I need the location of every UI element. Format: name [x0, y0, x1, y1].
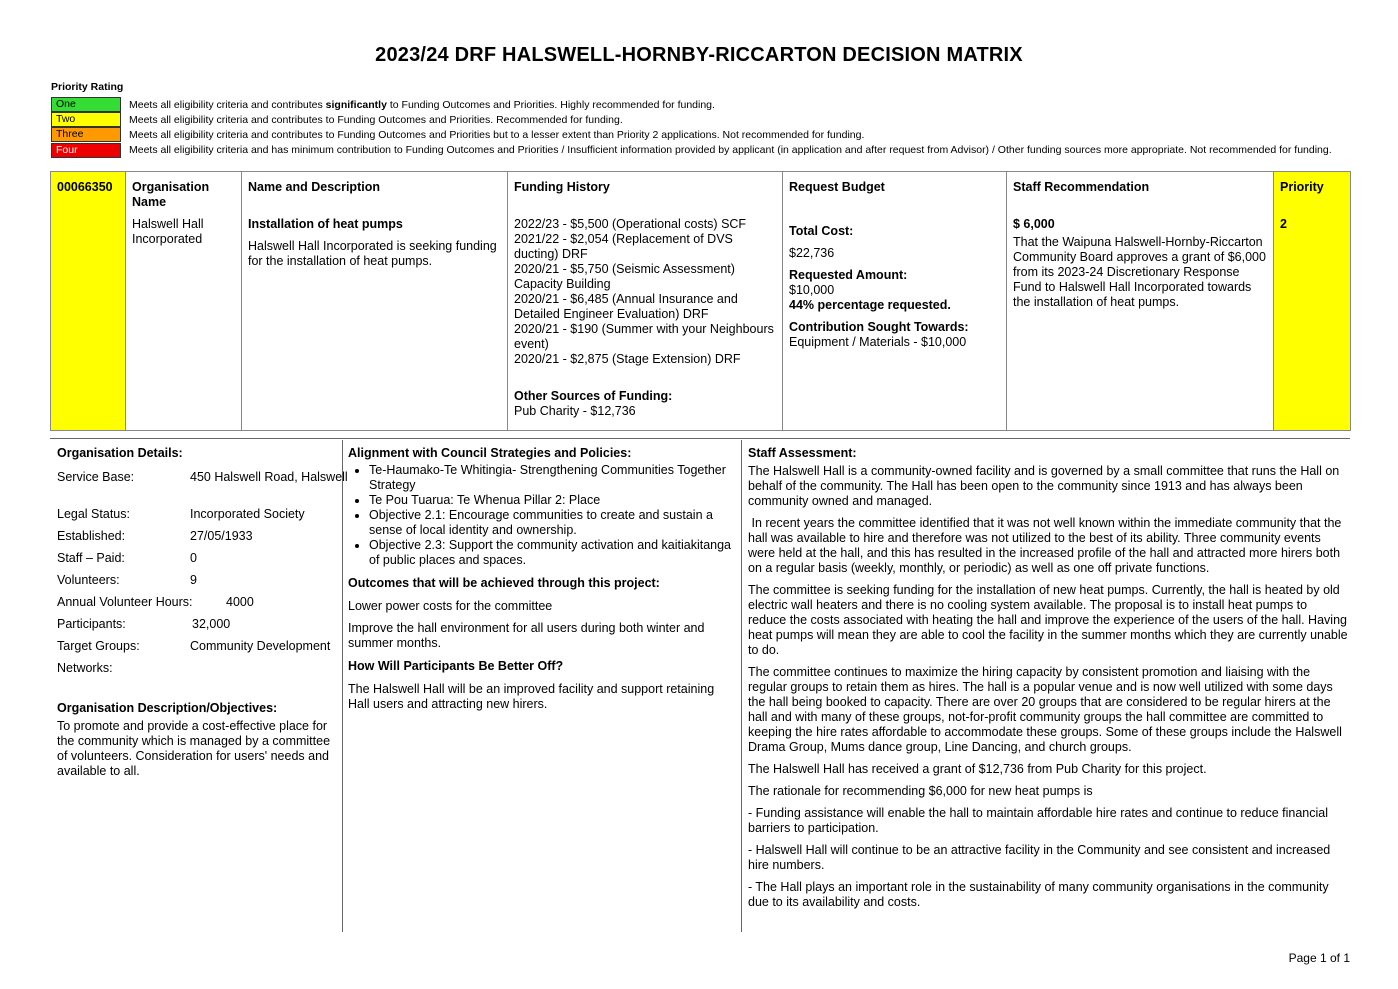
contribution-value: Equipment / Materials - $10,000	[789, 335, 967, 349]
funding-history-cell	[508, 172, 783, 431]
column-divider-left	[342, 440, 343, 932]
volunteers-label: Volunteers:	[57, 573, 120, 587]
name-desc-cell	[242, 172, 508, 431]
application-id: 00066350	[57, 180, 113, 194]
page-title: 2023/24 DRF HALSWELL-HORNBY-RICCARTON DECISION MATRIX	[375, 44, 1023, 66]
legend-swatch-three: Three	[51, 127, 121, 142]
project-title: Installation of heat pumps	[248, 217, 403, 231]
assessment-paragraph: In recent years the committee identified that it was not well known within the immediate community that the hall was available to hire and therefore was not utilized to the best of its ability. Three community events were held at the hall, and this has resulted in the increased profile of the hall and attracted more hirers both on a regular basis (weekly, monthly, or periodic) as well as one off private functions.	[748, 516, 1345, 575]
better-off-heading: How Will Participants Be Better Off?	[348, 659, 564, 673]
staff-assessment-heading: Staff Assessment:	[748, 446, 857, 460]
funding-history-item: 2020/21 - $2,875 (Stage Extension) DRF	[514, 352, 741, 366]
assessment-paragraph: The Halswell Hall is a community-owned facility and is governed by a small committee that runs the Hall on behalf of the community. The Hall has been open to the community since 1913 and has always been community owned and managed.	[748, 464, 1340, 508]
org-name-header: Organisation Name	[132, 180, 210, 209]
volunteers-row	[57, 573, 342, 588]
assessment-paragraph: The committee continues to maximize the hiring capacity by consistent promotion and liaising with the regular groups to retain them as hires. The hall is a popular venue and is now well utilized with some days the hall being booked to capacity. There are over 20 groups that are considered to be regular hirers at the hall and with many of these groups, not-for-profit community groups the hall committee are committed to keeping the hire rates affordable to accommodate these groups. Some of these groups include the Halswell Drama Group, Mums dance group, Line Dancing, and church groups.	[748, 665, 1342, 754]
other-sources-value: Pub Charity - $12,736	[514, 404, 636, 418]
recommended-amount: $ 6,000	[1013, 217, 1055, 231]
established-label: Established:	[57, 529, 126, 543]
request-budget-header: Request Budget	[789, 180, 885, 194]
assessment-paragraph: The rationale for recommending $6,000 for new heat pumps is	[748, 784, 1093, 798]
staff-recommendation-header: Staff Recommendation	[1013, 180, 1150, 194]
networks-row	[57, 661, 342, 676]
percentage-requested: 44% percentage requested.	[789, 298, 951, 312]
outcomes-heading: Outcomes that will be achieved through this project:	[348, 576, 660, 590]
legend-desc-three: Meets all eligibility criteria and contributes to Funding Outcomes and Priorities but to a lesser extent than Priority 2 applications. Not recommended for funding.	[129, 128, 865, 141]
volunteers-value: 9	[190, 573, 197, 587]
legend-desc-four: Meets all eligibility criteria and has minimum contribution to Funding Outcomes and Priorities / Insufficient information provided by applicant (in application and after request from Advisor) / Other funding sources more appropriate. Not recommended for funding.	[129, 144, 1332, 157]
strategy-item: • Te-Haumako-Te Whitingia- Strengthening Communities Together Strategy	[369, 463, 733, 493]
established-row	[57, 529, 342, 544]
total-cost-value: $22,736	[789, 246, 835, 260]
assessment-paragraph: - The Hall plays an important role in the sustainability of many community organisations in the community due to its availability and costs.	[748, 880, 1329, 909]
summary-table	[50, 171, 1351, 431]
funding-history-item: 2020/21 - $6,485 (Annual Insurance and Detailed Engineer Evaluation) DRF	[514, 292, 738, 321]
legal-status-label: Legal Status:	[57, 507, 130, 521]
funding-history-item: 2020/21 - $190 (Summer with your Neighbours event)	[514, 322, 774, 351]
funding-history-item: 2020/21 - $5,750 (Seismic Assessment) Capacity Building	[514, 262, 735, 291]
legend-desc-one: Meets all eligibility criteria and contributes significantly to Funding Outcomes and Priorities. Highly recommended for funding.	[129, 98, 715, 111]
org-details-heading: Organisation Details:	[57, 446, 183, 460]
other-sources-label: Other Sources of Funding:	[514, 389, 673, 403]
participants-value: 32,000	[192, 617, 231, 631]
participants-label: Participants:	[57, 617, 126, 631]
legend-row-one	[51, 97, 1351, 112]
assessment-paragraph: The Halswell Hall has received a grant of $12,736 from Pub Charity for this project.	[748, 762, 1207, 776]
legend-row-two	[51, 112, 1351, 127]
assessment-paragraph: - Halswell Hall will continue to be an attractive facility in the Community and see consistent and increased hire numbers.	[748, 843, 1331, 872]
name-desc-header: Name and Description	[248, 180, 380, 194]
project-description: Halswell Hall Incorporated is seeking funding for the installation of heat pumps.	[248, 239, 497, 268]
organisation-details-section	[57, 446, 348, 779]
section-divider	[50, 438, 1350, 439]
priority-value: 2	[1280, 217, 1287, 231]
recommendation-text: That the Waipuna Halswell-Hornby-Riccarton Community Board approves a grant of $6,000 from its 2023-24 Discretionary Response Fund to Halswell Hall Incorporated towards the installation of heat pumps.	[1013, 235, 1266, 309]
target-groups-value: Community Development	[190, 639, 331, 653]
volunteer-hours-value: 4000	[226, 595, 254, 609]
legend-swatch-one: One	[51, 97, 121, 112]
application-id-cell	[51, 172, 126, 431]
alignment-heading: Alignment with Council Strategies and Policies:	[348, 446, 632, 460]
contribution-label: Contribution Sought Towards:	[789, 320, 969, 334]
service-base-label: Service Base:	[57, 470, 135, 484]
strategy-list	[348, 463, 733, 568]
column-divider-right	[741, 440, 742, 932]
staff-paid-value: 0	[190, 551, 197, 565]
funding-history-header: Funding History	[514, 180, 610, 194]
service-base-row	[57, 470, 348, 485]
legend-row-four	[51, 143, 1351, 158]
funding-history-item: 2021/22 - $2,054 (Replacement of DVS ducting) DRF	[514, 232, 733, 261]
volunteer-hours-label: Annual Volunteer Hours:	[57, 595, 193, 609]
strategy-item: • Objective 2.1: Encourage communities to create and sustain a sense of local identity and ownership.	[369, 508, 733, 538]
established-value: 27/05/1933	[190, 529, 253, 543]
org-description-heading: Organisation Description/Objectives:	[57, 701, 278, 715]
better-off-text: The Halswell Hall will be an improved facility and support retaining Hall users and attracting new hirers.	[348, 682, 715, 711]
requested-amount-label: Requested Amount:	[789, 268, 908, 282]
total-cost-label: Total Cost:	[789, 224, 854, 238]
legal-status-value: Incorporated Society	[190, 507, 305, 521]
priority-cell	[1274, 172, 1351, 431]
alignment-section	[348, 446, 733, 712]
strategy-item: • Te Pou Tuarua: Te Whenua Pillar 2: Place	[369, 493, 733, 508]
org-name-cell	[126, 172, 242, 431]
legend-swatch-two: Two	[51, 112, 121, 127]
participants-row	[57, 617, 342, 632]
target-groups-label: Target Groups:	[57, 639, 140, 653]
volunteer-hours-row	[57, 595, 342, 610]
staff-paid-label: Staff – Paid:	[57, 551, 125, 565]
outcome-item: Improve the hall environment for all users during both winter and summer months.	[348, 621, 705, 650]
staff-assessment-section	[748, 446, 1348, 910]
priority-header: Priority	[1280, 180, 1324, 194]
legend-desc-two: Meets all eligibility criteria and contributes to Funding Outcomes and Priorities. Recommended for funding.	[129, 113, 623, 126]
staff-recommendation-cell	[1007, 172, 1274, 431]
networks-label: Networks:	[57, 661, 113, 675]
legend-swatch-four: Four	[51, 143, 121, 158]
page-number: Page 1 of 1	[1288, 951, 1350, 965]
outcome-item: Lower power costs for the committee	[348, 599, 553, 613]
requested-amount-value: $10,000	[789, 283, 835, 297]
assessment-paragraph: - Funding assistance will enable the hall to maintain affordable hire rates and continue to reduce financial barriers to participation.	[748, 806, 1328, 835]
funding-history-item: 2022/23 - $5,500 (Operational costs) SCF	[514, 217, 747, 231]
org-name-value: Halswell Hall Incorporated	[132, 217, 204, 246]
priority-rating-heading: Priority Rating	[51, 81, 124, 93]
request-budget-cell	[783, 172, 1007, 431]
target-groups-row	[57, 639, 342, 654]
priority-legend	[51, 97, 1351, 158]
service-base-value: 450 Halswell Road, Halswell	[190, 470, 348, 484]
staff-paid-row	[57, 551, 342, 566]
org-description-text: To promote and provide a cost-effective place for the community which is managed by a committee of volunteers. Consideration for users' needs and available to all.	[57, 719, 331, 778]
legal-status-row	[57, 507, 342, 522]
assessment-paragraph: The committee is seeking funding for the installation of new heat pumps. Currently, the hall is heated by old electric wall heaters and there is no cooling system available. The proposal is to install heat pumps to reduce the costs associated with heating the hall and improve the experience of the users of the hall. Having heat pumps will mean they are able to cool the facility in the summer months which they are currently unable to do.	[748, 583, 1348, 657]
strategy-item: • Objective 2.3: Support the community activation and kaitiakitanga of public places and spaces.	[369, 538, 733, 568]
legend-row-three	[51, 127, 1351, 142]
